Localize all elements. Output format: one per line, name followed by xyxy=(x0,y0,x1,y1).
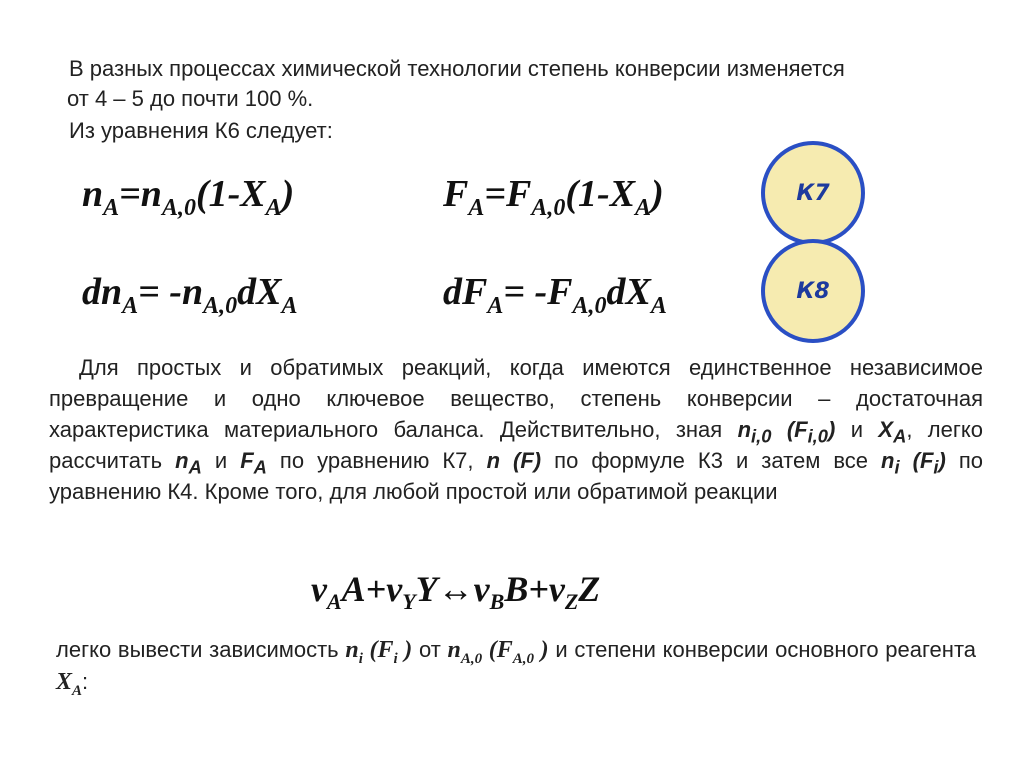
intro-line-2: от 4 – 5 до почти 100 %. xyxy=(67,86,314,111)
equation-fa: $F_A=F_{A,0}(1-X_A)$ xyxy=(443,173,664,221)
equation-dna: $dn_A= -n_{A,0}dX_A$ xyxy=(82,271,298,319)
equation-na: $n_A=n_{A,0}(1-X_A)$ xyxy=(82,173,295,221)
intro-paragraph xyxy=(69,54,989,114)
equation-dfa: $dF_A= -F_{A,0}dX_A$ xyxy=(443,271,667,319)
intro-line-3: Из уравнения К6 следует: xyxy=(69,118,333,143)
intro-line-1: В разных процессах химической технологии степень конверсии изменяется xyxy=(69,56,845,81)
body-paragraph: Для простых и обратимых реакций, когда имеются единственное независимое превращение и одно ключевое вещество, степень конверсии – достаточная характеристика материального баланса. Действительно, зная $n_{i,0}$ $(F_{i,0})$ и $X_A$, легко рассчитать $n_A$ и $F_A$ по уравнению К7, n (F) по формуле К3 и затем все $n_i$ $(F_i)$ по уравнению К4. Кроме того, для любой простой или обратимой реакции xyxy=(49,355,984,504)
closing-paragraph: легко вывести зависимость $n_i$ ($F_i$ ) от $n_{A,0}$ ($F_{A,0}$ ) и степени конверсии основного реагента $X_A$: xyxy=(56,637,977,699)
k8-badge: К8 xyxy=(761,239,865,343)
reaction-equation: $\nu_AA+\nu_YY\leftrightarrow\nu_BB+\nu_ZZ$ xyxy=(311,569,601,614)
k7-badge: К7 xyxy=(761,141,865,245)
